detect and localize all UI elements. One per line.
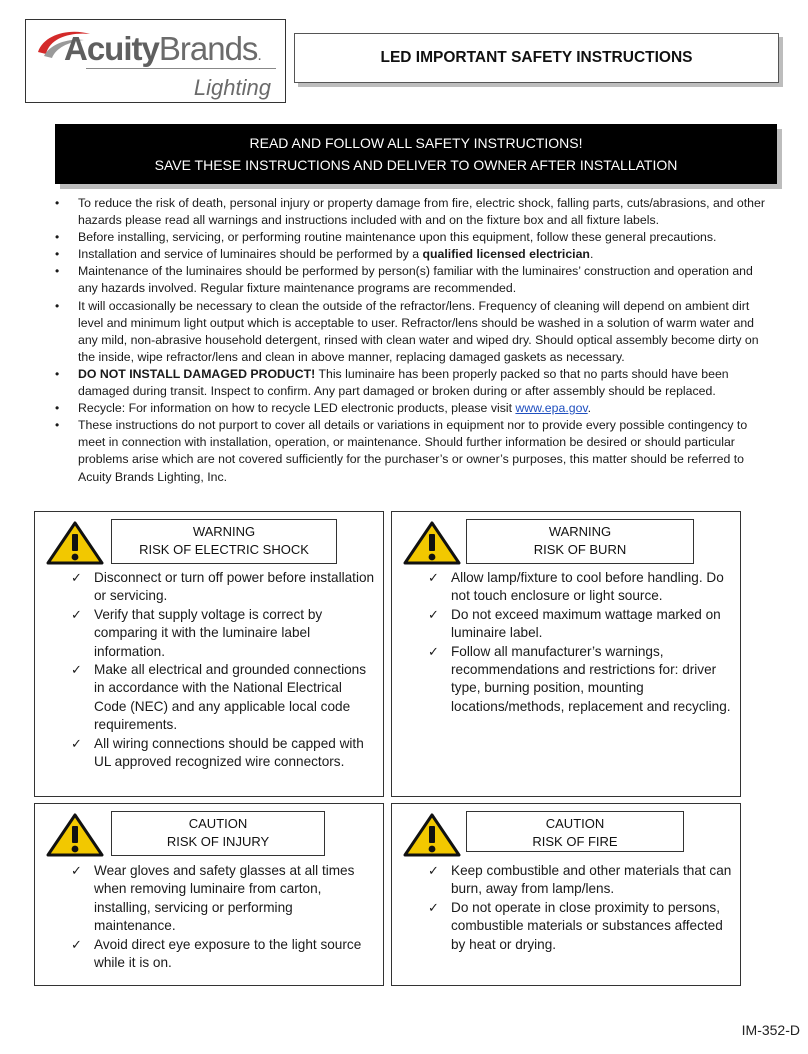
warning-triangle-icon bbox=[402, 812, 462, 858]
list-item: ✓ Do not operate in close proximity to persons, combustible materials or substances affected by heat or drying. bbox=[428, 899, 734, 954]
list-item: ✓ Follow all manufacturer’s warnings, recommendations and restrictions for: driver type, burning position, mounting locations/methods, replacement and recycling. bbox=[428, 643, 734, 717]
list-item: • Maintenance of the luminaires should be performed by person(s) familiar with the luminaires’ construction and operation and any hazards involved. Regular fixture maintenance programs are recommended. bbox=[52, 263, 770, 297]
burn-checklist bbox=[428, 569, 734, 716]
list-item: • It will occasionally be necessary to clean the outside of the refractor/lens. Frequency of cleaning will depend on ambient dirt level and minimum light output which is acceptable to user. Refractor/lens should be washed in a solution of warm water and any mild, non-abrasive household detergent, rinsed with clean water and wiped dry. Should optical assembly become dirty on the inside, wipe refractor/lens and clean in above manner, replacing damaged gaskets as necessary. bbox=[52, 298, 770, 366]
fire-checklist bbox=[428, 862, 734, 954]
shock-checklist bbox=[71, 569, 377, 771]
list-item: • Before installing, servicing, or performing routine maintenance upon this equipment, follow these general precautions. bbox=[52, 229, 770, 246]
panel-heading: CAUTION RISK OF FIRE bbox=[466, 811, 684, 852]
document-title: LED IMPORTANT SAFETY INSTRUCTIONS bbox=[294, 33, 779, 83]
injury-checklist bbox=[71, 862, 377, 972]
list-item: ✓ Make all electrical and grounded connections in accordance with the National Electrical Code (NEC) and any applicable local code requirements. bbox=[71, 661, 377, 735]
list-item: ✓ Allow lamp/fixture to cool before handling. Do not touch enclosure or light source. bbox=[428, 569, 734, 606]
list-item: • Installation and service of luminaires should be performed by a qualified licensed electrician. bbox=[52, 246, 770, 263]
safety-banner bbox=[55, 124, 777, 184]
list-item: ✓ Verify that supply voltage is correct by comparing it with the luminaire label information. bbox=[71, 606, 377, 661]
warning-triangle-icon bbox=[45, 520, 105, 566]
warning-electric-shock-panel bbox=[34, 511, 384, 797]
brand-subtitle: Lighting bbox=[193, 75, 271, 100]
banner-line-1: READ AND FOLLOW ALL SAFETY INSTRUCTIONS! bbox=[249, 135, 583, 151]
panel-heading: WARNING RISK OF BURN bbox=[466, 519, 694, 564]
general-precautions-list bbox=[52, 195, 770, 486]
brand-name: AcuityBrands. bbox=[64, 30, 261, 67]
panel-heading: CAUTION RISK OF INJURY bbox=[111, 811, 325, 856]
brand-logo bbox=[25, 19, 286, 103]
list-item: ✓ Disconnect or turn off power before installation or servicing. bbox=[71, 569, 377, 606]
list-item: • Recycle: For information on how to recycle LED electronic products, please visit www.epa.gov. bbox=[52, 400, 770, 417]
document-code: IM-352-D bbox=[741, 1022, 800, 1038]
warning-triangle-icon bbox=[45, 812, 105, 858]
list-item: • These instructions do not purport to cover all details or variations in equipment nor to provide every possible contingency to meet in connection with installation, operation, or maintenance. Should further information be desired or should particular problems arise which are not covered sufficiently for the purchaser’s or owner’s purposes, this matter should be referred to Acuity Brands Lighting, Inc. bbox=[52, 417, 770, 485]
list-item: ✓ Do not exceed maximum wattage marked on luminaire label. bbox=[428, 606, 734, 643]
list-item: • To reduce the risk of death, personal injury or property damage from fire, electric shock, falling parts, cuts/abrasions, and other hazards please read all warnings and instructions included with and on the fixture box and all fixture labels. bbox=[52, 195, 770, 229]
list-item: ✓ Keep combustible and other materials that can burn, away from lamp/lens. bbox=[428, 862, 734, 899]
epa-link[interactable]: www.epa.gov bbox=[515, 401, 588, 416]
caution-injury-panel bbox=[34, 803, 384, 986]
list-item: • DO NOT INSTALL DAMAGED PRODUCT! This luminaire has been properly packed so that no parts should have been damaged during transit. Inspect to confirm. Any part damaged or broken during or after assembly should be replaced. bbox=[52, 366, 770, 400]
list-item: ✓ Avoid direct eye exposure to the light source while it is on. bbox=[71, 936, 377, 973]
panel-heading: WARNING RISK OF ELECTRIC SHOCK bbox=[111, 519, 337, 564]
banner-line-2: SAVE THESE INSTRUCTIONS AND DELIVER TO OWNER AFTER INSTALLATION bbox=[154, 157, 678, 173]
caution-fire-panel bbox=[391, 803, 741, 986]
warning-triangle-icon bbox=[402, 520, 462, 566]
warning-burn-panel bbox=[391, 511, 741, 797]
logo-divider bbox=[86, 68, 276, 69]
list-item: ✓ All wiring connections should be capped with UL approved recognized wire connectors. bbox=[71, 735, 377, 772]
list-item: ✓ Wear gloves and safety glasses at all times when removing luminaire from carton, installing, servicing or performing maintenance. bbox=[71, 862, 377, 936]
